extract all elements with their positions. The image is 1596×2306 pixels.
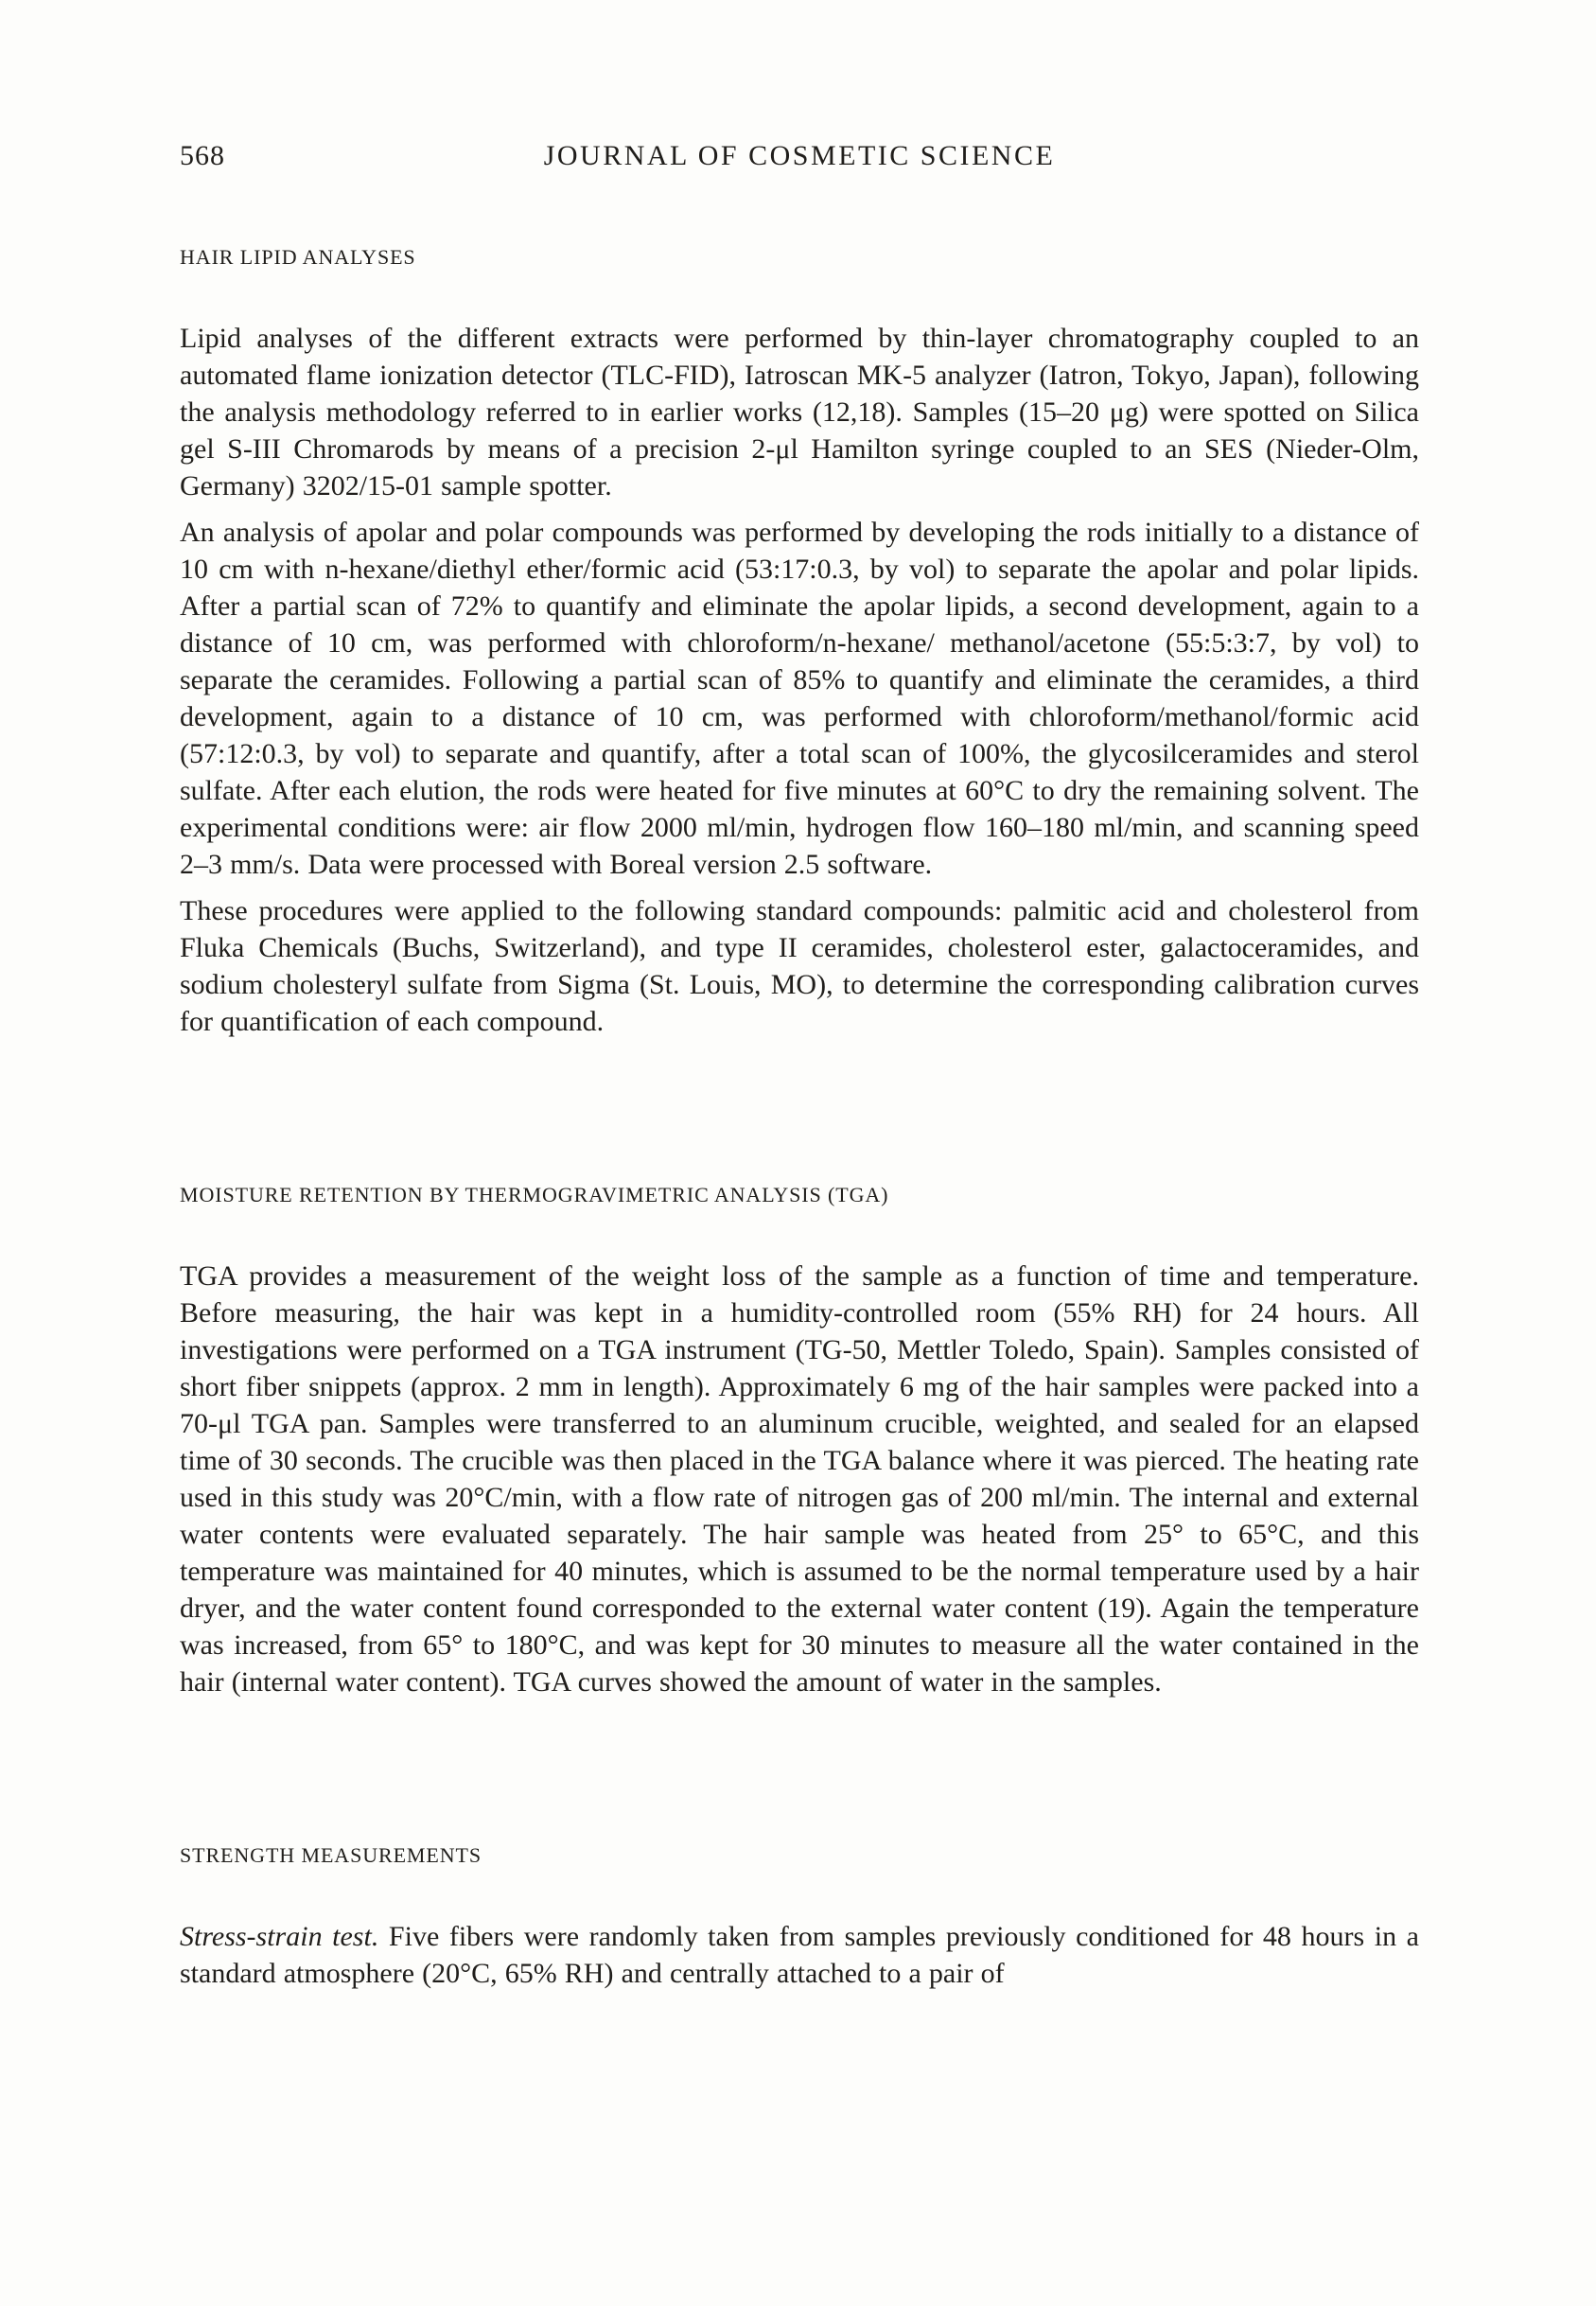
journal-title: JOURNAL OF COSMETIC SCIENCE [543, 140, 1056, 171]
section-hair-lipid-analyses [180, 244, 1419, 1040]
section-moisture-retention-tga [180, 1182, 1419, 1700]
paragraph-stress-strain-test [180, 1918, 1419, 1992]
stress-strain-test-lead: Stress-strain test. [180, 1921, 379, 1952]
section-heading-moisture-retention-tga: MOISTURE RETENTION BY THERMOGRAVIMETRIC ANALYSIS (TGA) [180, 1183, 889, 1206]
section-heading-strength-measurements: STRENGTH MEASUREMENTS [180, 1843, 482, 1867]
paragraph-tga-procedure: TGA provides a measurement of the weight loss of the sample as a function of time and temperature. Before measuring, the hair was kept in a humidity-controlled room (55% RH) for 24 hours. All investigations were performed on a TGA instrument (TG-50, Mettler Toledo, Spain). Samples consisted of short fiber snippets (approx. 2 mm in length). Approximately 6 mg of the hair samples were packed into a 70-μl TGA pan. Samples were transferred to an aluminum crucible, weighted, and sealed for an elapsed time of 30 seconds. The crucible was then placed in the TGA balance where it was pierced. The heating rate used in this study was 20°C/min, with a flow rate of nitrogen gas of 200 ml/min. The internal and external water contents were evaluated separately. The hair sample was heated from 25° to 65°C, and this temperature was maintained for 40 minutes, which is assumed to be the normal temperature used by a hair dryer, and the water content found corresponded to the external water content (19). Again the temperature was increased, from 65° to 180°C, and was kept for 30 minutes to measure all the water contained in the hair (internal water content). TGA curves showed the amount of water in the samples. [180, 1260, 1419, 1698]
stress-strain-test-text: Five fibers were randomly taken from samples previously conditioned for 48 hours in a standard atmosphere (20°C, 65% RH) and centrally attached to a pair of [180, 1921, 1419, 1989]
page-number: 568 [180, 140, 225, 171]
section-heading-hair-lipid-analyses: HAIR LIPID ANALYSES [180, 245, 416, 269]
paragraph-lipid-analyses-methods: Lipid analyses of the different extracts were performed by thin-layer chromatography coupled to an automated flame ionization detector (TLC-FID), Iatroscan MK-5 analyzer (Iatron, Tokyo, Japan), following the analysis methodology referred to in earlier works (12,18). Samples (15–20 μg) were spotted on Silica gel S-III Chromarods by means of a precision 2-μl Hamilton syringe coupled to an SES (Nieder-Olm, Germany) 3202/15-01 sample spotter. [180, 323, 1419, 502]
paragraph-apolar-polar-analysis: An analysis of apolar and polar compounds was performed by developing the rods initially to a distance of 10 cm with n-hexane/diethyl ether/formic acid (53:17:0.3, by vol) to separate the apolar and polar lipids. After a partial scan of 72% to quantify and eliminate the apolar lipids, a second development, again to a distance of 10 cm, was performed with chloroform/n-hexane/ methanol/acetone (55:5:3:7, by vol) to separate the ceramides. Following a partial scan of 85% to quantify and eliminate the ceramides, a third development, again to a distance of 10 cm, was performed with chloroform/methanol/formic acid (57:12:0.3, by vol) to separate and quantify, after a total scan of 100%, the glycosilceramides and sterol sulfate. After each elution, the rods were heated for five minutes at 60°C to dry the remaining solvent. The experimental conditions were: air flow 2000 ml/min, hydrogen flow 160–180 ml/min, and scanning speed 2–3 mm/s. Data were processed with Boreal version 2.5 software. [180, 517, 1419, 880]
paragraph-standard-compounds: These procedures were applied to the following standard compounds: palmitic acid and cholesterol from Fluka Chemicals (Buchs, Switzerland), and type II ceramides, cholesterol ester, galactoceramides, and sodium cholesteryl sulfate from Sigma (St. Louis, MO), to determine the corresponding calibration curves for quantification of each compound. [180, 895, 1419, 1037]
page-header [180, 140, 1419, 178]
section-strength-measurements [180, 1842, 1419, 1992]
